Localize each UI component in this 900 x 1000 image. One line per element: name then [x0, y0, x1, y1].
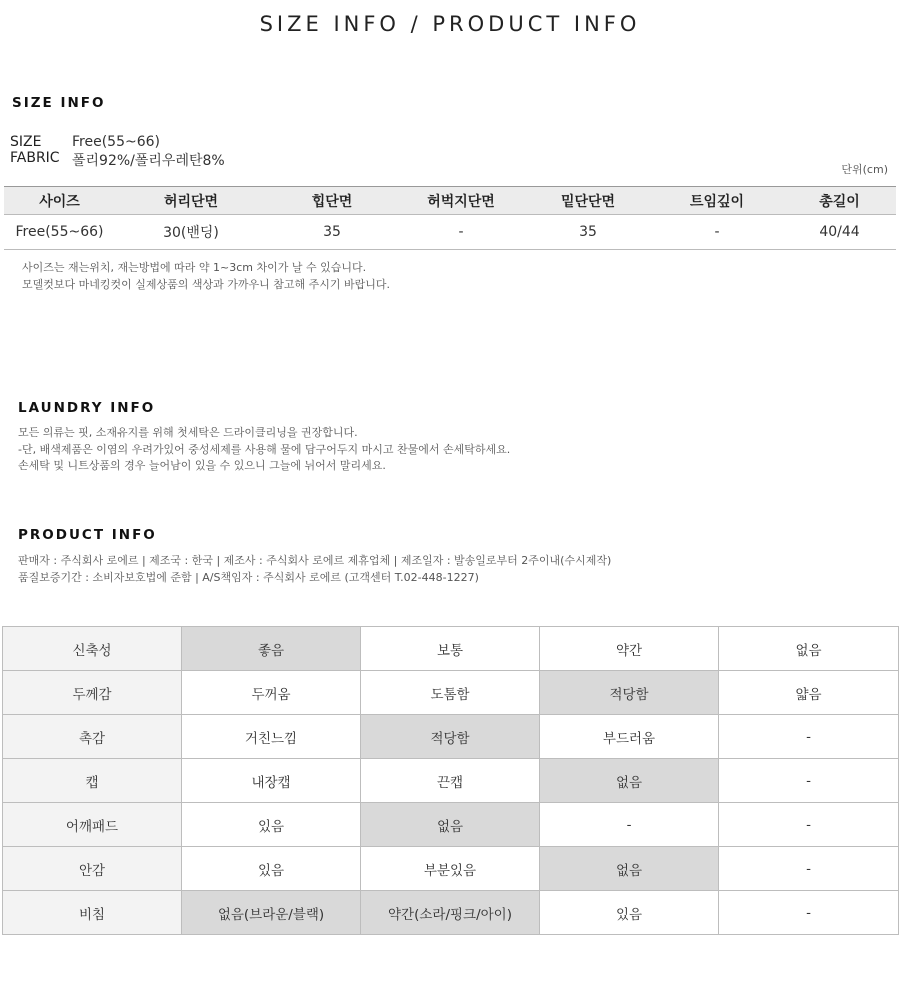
size-table	[4, 186, 896, 250]
fabric-row	[3, 759, 899, 803]
size-note-line: 모델컷보다 마네킹컷이 실제상품의 색상과 가까우니 참고해 주시기 바랍니다.	[22, 277, 391, 291]
fabric-option: 있음	[182, 847, 361, 891]
fabric-row	[3, 847, 899, 891]
product-info-heading: PRODUCT INFO	[18, 527, 157, 543]
fabric-option: 약간(소라/핑크/아이)	[361, 891, 540, 935]
fabric-option: 없음	[361, 803, 540, 847]
fabric-table	[2, 626, 899, 935]
fabric-value: 폴리92%/폴리우레탄8%	[72, 153, 225, 169]
fabric-row-label: 두께감	[3, 671, 182, 715]
fabric-option: -	[719, 759, 899, 803]
fabric-row-label: 캡	[3, 759, 182, 803]
size-table-header: 밑단단면	[525, 187, 651, 215]
size-table-header: 사이즈	[4, 187, 115, 215]
fabric-option: -	[719, 715, 899, 759]
fabric-row-label: 신축성	[3, 627, 182, 671]
size-table-cell: -	[651, 215, 783, 250]
fabric-row-label: 촉감	[3, 715, 182, 759]
product-line: 판매자 : 주식회사 로에르 | 제조국 : 한국 | 제조사 : 주식회사 로에르 제휴업체 | 제조일자 : 발송일로부터 2주이내(수시제작)	[18, 554, 612, 567]
size-table-header: 힙단면	[267, 187, 397, 215]
size-table-cell: Free(55~66)	[4, 215, 115, 250]
fabric-option: 보통	[361, 627, 540, 671]
fabric-option: 약간	[540, 627, 719, 671]
size-table-header: 총길이	[783, 187, 896, 215]
fabric-option: 내장캡	[182, 759, 361, 803]
laundry-line: -단, 배색제품은 이염의 우려가있어 중성세제를 사용해 물에 담구어두지 마시고 찬물에서 손세탁하세요.	[18, 442, 511, 456]
size-info-heading: SIZE INFO	[12, 95, 106, 111]
fabric-row-label: 비침	[3, 891, 182, 935]
product-notes	[18, 553, 611, 586]
size-notes	[22, 260, 390, 293]
fabric-option: 부분있음	[361, 847, 540, 891]
fabric-option: -	[540, 803, 719, 847]
fabric-row	[3, 671, 899, 715]
fabric-option: 부드러움	[540, 715, 719, 759]
size-table-header: 트임깊이	[651, 187, 783, 215]
fabric-option: 있음	[540, 891, 719, 935]
fabric-row-label: 안감	[3, 847, 182, 891]
page-title: SIZE INFO / PRODUCT INFO	[259, 12, 641, 36]
size-value: Free(55~66)	[72, 134, 160, 150]
fabric-option: -	[719, 891, 899, 935]
size-table-header: 허벅지단면	[397, 187, 525, 215]
fabric-row	[3, 803, 899, 847]
size-table-row	[4, 215, 896, 250]
size-label: SIZE	[10, 134, 42, 150]
fabric-option: -	[719, 847, 899, 891]
unit-note: 단위(cm)	[841, 163, 888, 176]
fabric-option: 도톰함	[361, 671, 540, 715]
laundry-notes	[18, 425, 510, 475]
fabric-row-label: 어깨패드	[3, 803, 182, 847]
fabric-option: 적당함	[361, 715, 540, 759]
fabric-option: 없음	[719, 627, 899, 671]
product-line: 품질보증기간 : 소비자보호법에 준함 | A/S책임자 : 주식회사 로에르 (고객센터 T.02-448-1227)	[18, 570, 479, 584]
fabric-option: 두꺼움	[182, 671, 361, 715]
fabric-option: 있음	[182, 803, 361, 847]
fabric-option: 없음	[540, 759, 719, 803]
fabric-option: 적당함	[540, 671, 719, 715]
size-table-cell: 35	[525, 215, 651, 250]
fabric-option: 끈캡	[361, 759, 540, 803]
size-table-cell: 40/44	[783, 215, 896, 250]
size-note-line: 사이즈는 재는위치, 재는방법에 따라 약 1~3cm 차이가 날 수 있습니다.	[22, 261, 367, 274]
fabric-option: 거친느낌	[182, 715, 361, 759]
laundry-line: 모든 의류는 핏, 소재유지를 위해 첫세탁은 드라이클리닝을 권장합니다.	[18, 426, 358, 439]
laundry-info-heading: LAUNDRY INFO	[18, 400, 156, 416]
fabric-row	[3, 715, 899, 759]
fabric-row	[3, 627, 899, 671]
size-table-cell: 30(밴딩)	[115, 215, 267, 250]
laundry-line: 손세탁 및 니트상품의 경우 늘어남이 있을 수 있으니 그늘에 뉘어서 말리세요.	[18, 459, 386, 472]
fabric-option: 없음(브라운/블랙)	[182, 891, 361, 935]
size-table-cell: 35	[267, 215, 397, 250]
fabric-row	[3, 891, 899, 935]
fabric-option: -	[719, 803, 899, 847]
fabric-label: FABRIC	[10, 150, 60, 166]
fabric-option: 얇음	[719, 671, 899, 715]
fabric-option: 없음	[540, 847, 719, 891]
size-table-header: 허리단면	[115, 187, 267, 215]
size-table-cell: -	[397, 215, 525, 250]
size-table-header-row	[4, 187, 896, 215]
fabric-option: 좋음	[182, 627, 361, 671]
